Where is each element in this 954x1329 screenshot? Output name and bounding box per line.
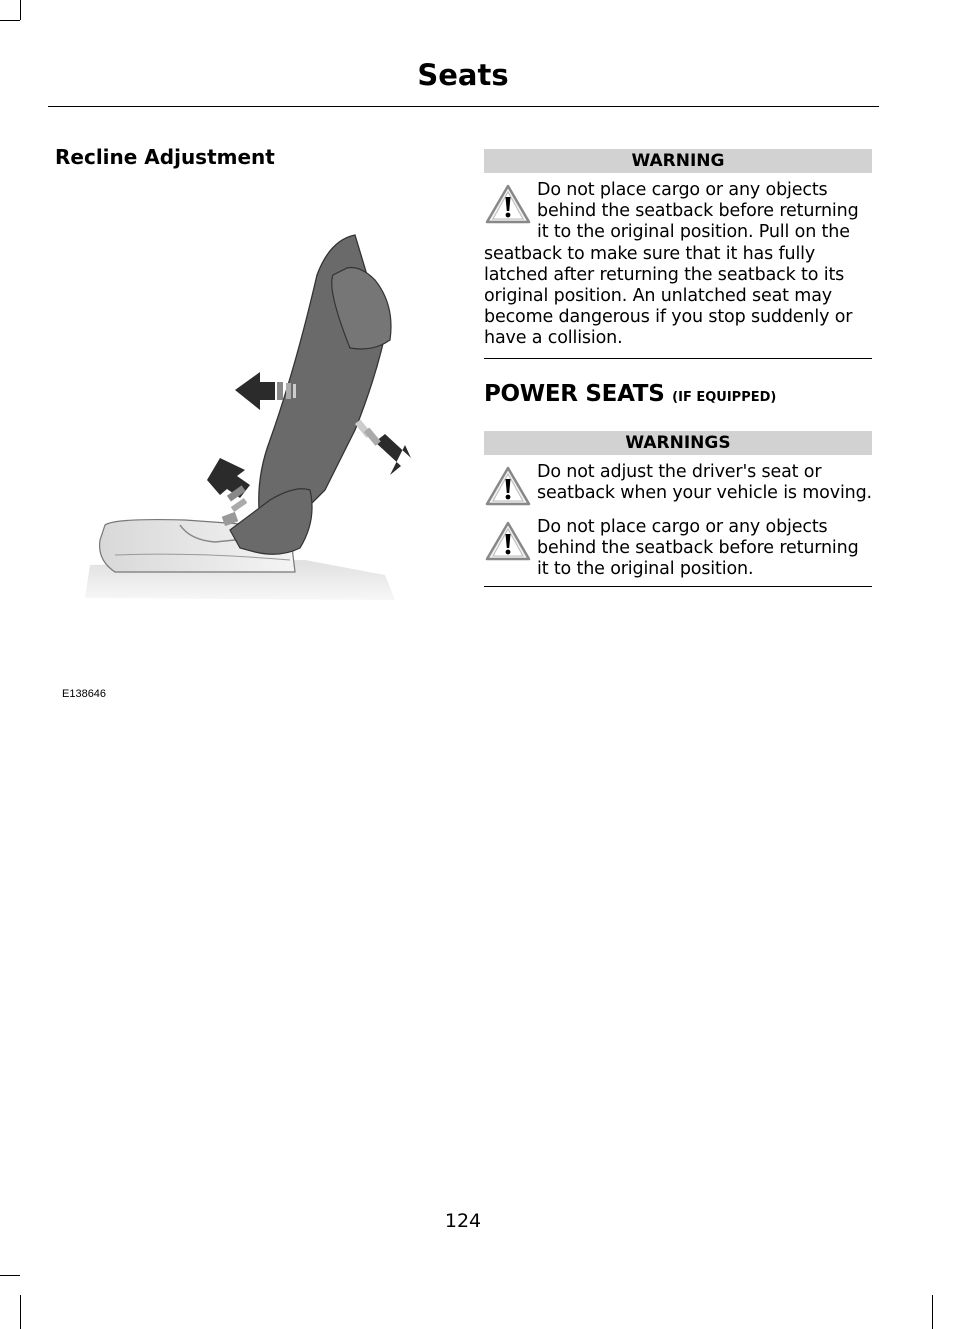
section-subtitle: (IF EQUIPPED) [672, 389, 777, 405]
section-title: POWER SEATS [484, 380, 665, 407]
title-divider [48, 106, 879, 107]
warning-bar: WARNING [484, 149, 872, 173]
crop-mark [932, 1295, 933, 1329]
crop-mark [20, 1295, 21, 1329]
figure-code: E138646 [62, 688, 107, 700]
page-number: 124 [444, 1210, 482, 1232]
warning-triangle-icon [484, 465, 532, 507]
warnings-bar: WARNINGS [484, 431, 872, 455]
section-divider [484, 586, 872, 587]
crop-mark [0, 1275, 20, 1276]
warning-item [484, 517, 872, 581]
seat-recline-illustration [55, 180, 450, 680]
crop-mark [20, 0, 21, 20]
warning-text: Do not place cargo or any objects behind the seatback before returning it to the original position. [537, 516, 859, 580]
crop-mark [0, 20, 20, 21]
warning-triangle-icon [484, 520, 532, 562]
right-column [484, 149, 872, 587]
section-heading-recline: Recline Adjustment [55, 145, 275, 169]
warning-item [484, 462, 872, 507]
page-title: Seats [417, 58, 509, 92]
warning-text: Do not place cargo or any objects behind the seatback before returning it to the original position. Pull on the seatback to make sure that it has fully latched after returning the seatback to its original position. An unlatched seat may become dangerous if you stop suddenly or have a collision. [484, 180, 859, 349]
warning-triangle-icon [484, 183, 532, 225]
warning-text: Do not adjust the driver's seat or seatback when your vehicle is moving. [537, 461, 872, 503]
section-divider [484, 358, 872, 359]
warning-item [484, 180, 872, 350]
section-heading-power-seats [484, 381, 872, 407]
